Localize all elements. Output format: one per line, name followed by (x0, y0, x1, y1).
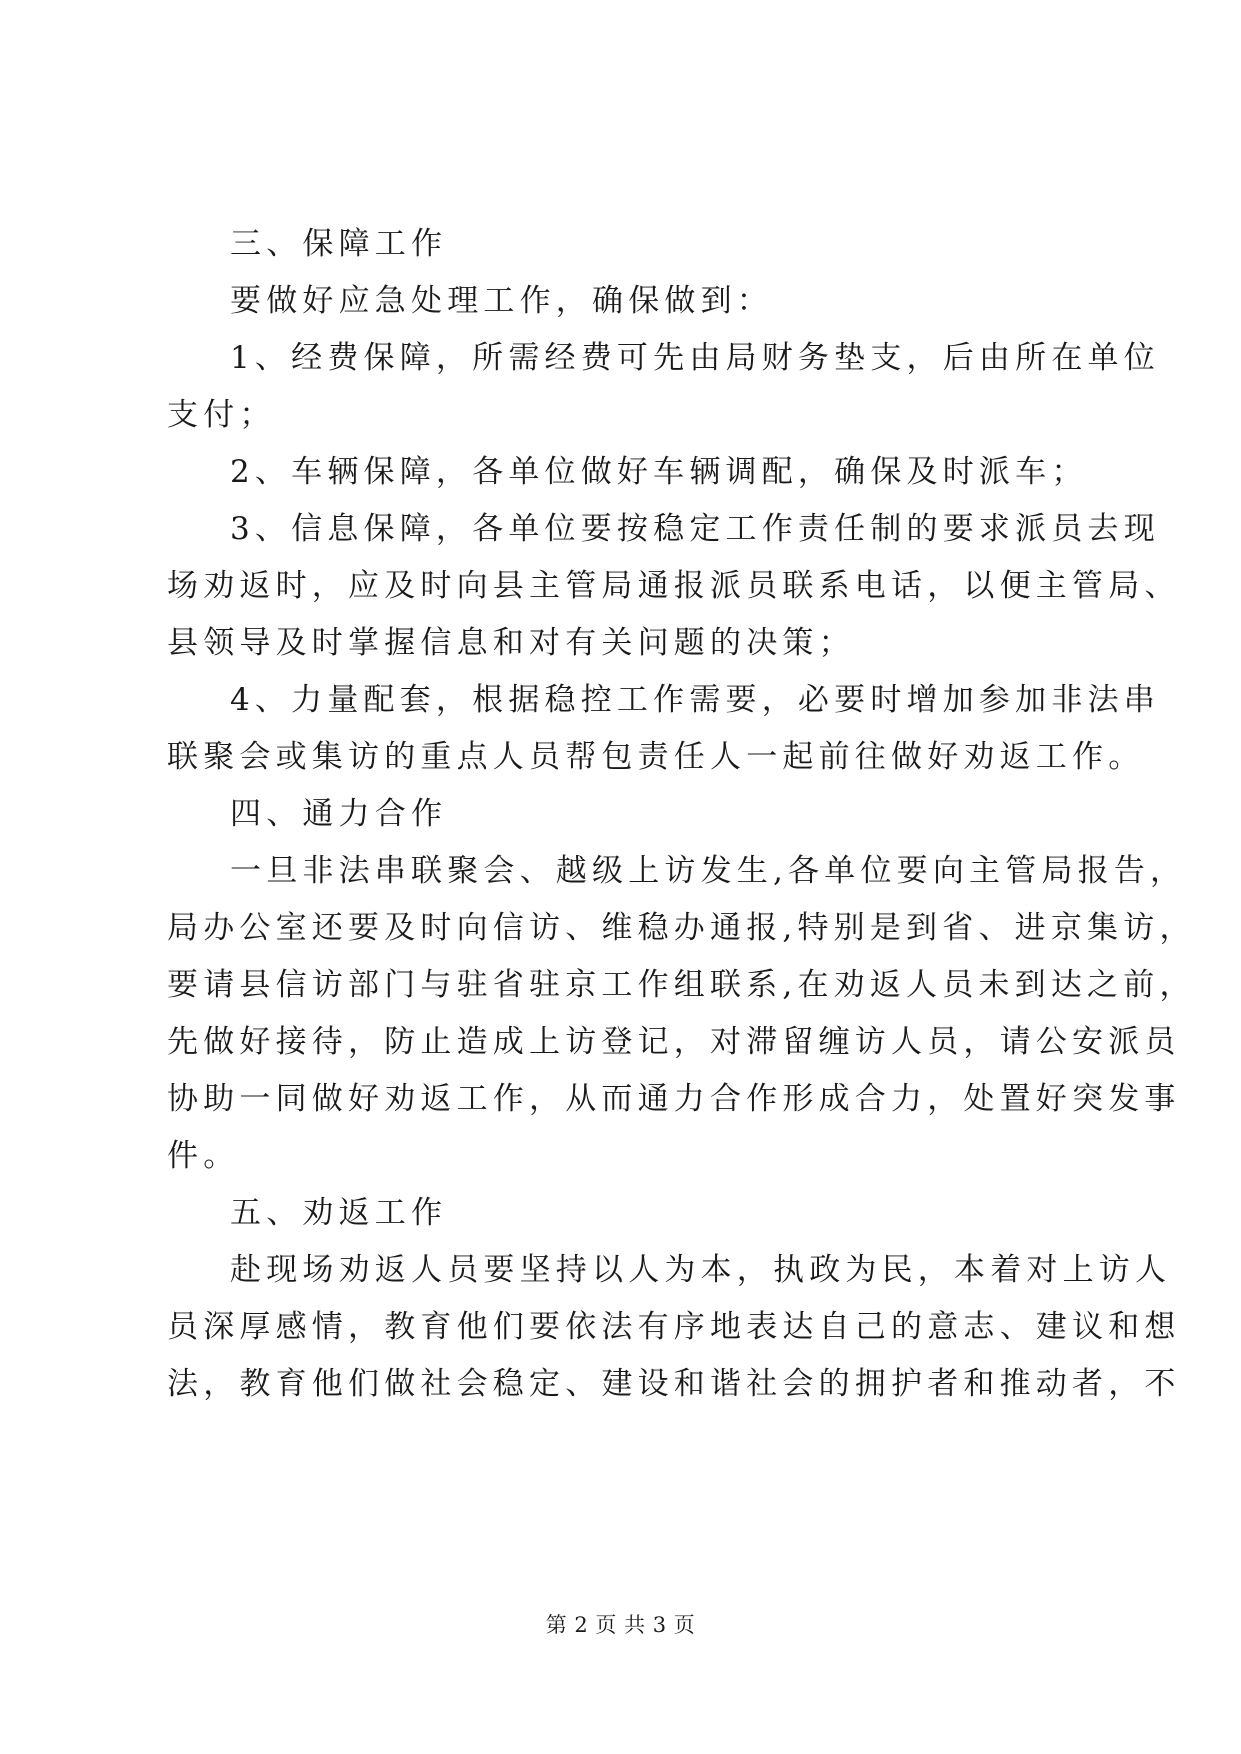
paragraph-line: 支付； (167, 397, 276, 433)
paragraph-line: 员深厚感情，教育他们要依法有序地表达自己的意志、建议和想 (167, 1309, 1181, 1345)
section-heading-4: 四、通力合作 (230, 796, 448, 832)
paragraph-line: 要请县信访部门与驻省驻京工作组联系,在劝返人员未到达之前， (167, 967, 1196, 1003)
section-heading-3: 三、保障工作 (230, 226, 448, 262)
paragraph-line: 一旦非法串联聚会、越级上访发生,各单位要向主管局报告， (230, 853, 1187, 889)
paragraph-line: 法，教育他们做社会稳定、建设和谐社会的拥护者和推动者，不 (167, 1366, 1181, 1402)
paragraph-line: 要做好应急处理工作，确保做到： (230, 283, 773, 319)
paragraph-line: 县领导及时掌握信息和对有关问题的决策； (167, 625, 855, 661)
paragraph-line: 赴现场劝返人员要坚持以人为本，执政为民，本着对上访人 (230, 1252, 1172, 1288)
paragraph-line: 件。 (167, 1138, 240, 1174)
paragraph-line: 2、车辆保障，各单位做好车辆调配，确保及时派车； (230, 454, 1088, 490)
paragraph-line: 局办公室还要及时向信访、维稳办通报,特别是到省、进京集访， (167, 910, 1196, 946)
paragraph-line: 场劝返时，应及时向县主管局通报派员联系电话，以便主管局、 (167, 568, 1181, 604)
section-heading-5: 五、劝返工作 (230, 1195, 448, 1231)
paragraph-line: 联聚会或集访的重点人员帮包责任人一起前往做好劝返工作。 (167, 739, 1145, 775)
paragraph-line: 先做好接待，防止造成上访登记，对滞留缠访人员，请公安派员 (167, 1024, 1181, 1060)
paragraph-line: 3、信息保障，各单位要按稳定工作责任制的要求派员去现 (230, 511, 1160, 547)
page-number-footer: 第 2 页 共 3 页 (545, 1613, 696, 1637)
paragraph-line: 1、经费保障，所需经费可先由局财务垫支，后由所在单位 (230, 340, 1160, 376)
paragraph-line: 协助一同做好劝返工作，从而通力合作形成合力，处置好突发事 (167, 1081, 1181, 1117)
paragraph-line: 4、力量配套，根据稳控工作需要，必要时增加参加非法串 (230, 682, 1160, 718)
